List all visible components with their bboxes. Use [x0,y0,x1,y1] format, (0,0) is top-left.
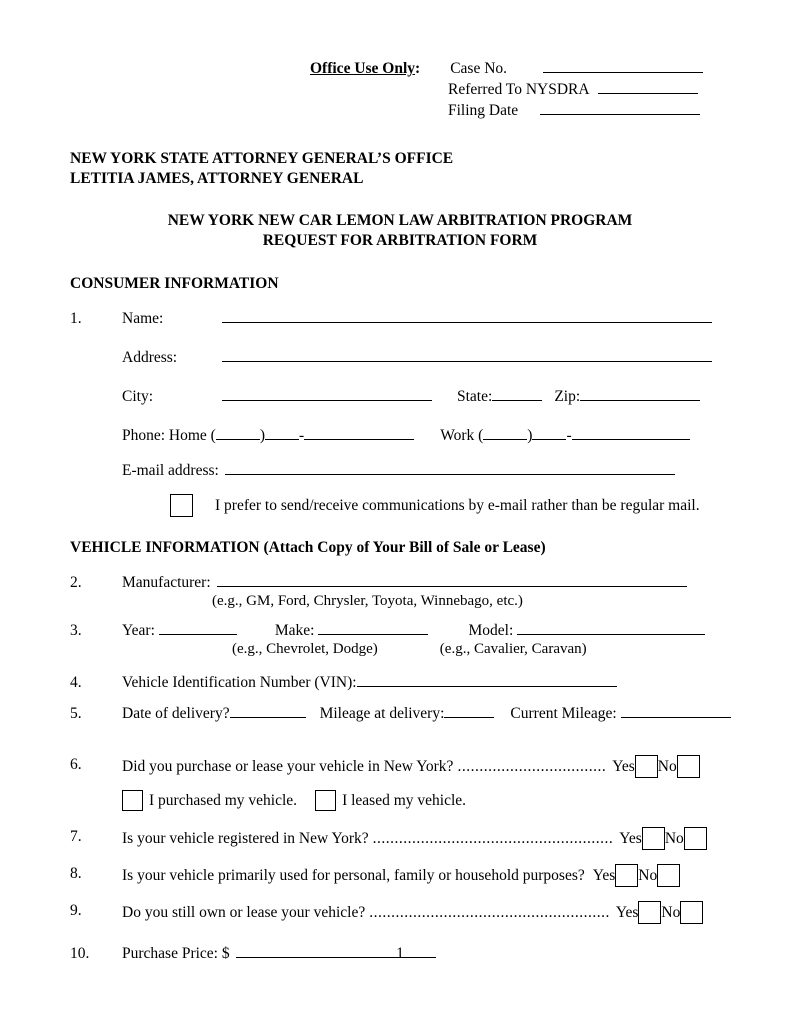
phone-home-label: Phone: Home ( [122,427,216,444]
filing-date-field[interactable] [540,101,700,115]
q7-no-label: No [664,830,684,847]
q6-question-text: Did you purchase or lease your vehicle in New York? [122,758,454,775]
phone-home-area-field[interactable] [216,426,260,440]
address-row [122,348,730,367]
vin-label: Vehicle Identification Number (VIN): [122,674,357,691]
purchase-price-label: Purchase Price: $ [122,945,230,962]
q9-yes-label: Yes [615,904,639,921]
question-1-number: 1. [70,310,82,327]
question-6 [70,755,730,811]
q6-dot-leader: .................................. [457,758,607,775]
question-3-number: 3. [70,622,82,639]
address-label: Address: [122,349,178,366]
office-use-only-label: Office Use Only [310,60,416,77]
question-2-number: 2. [70,574,82,591]
q6-text-row [122,755,730,778]
current-mileage-field[interactable] [621,704,731,718]
manufacturer-label: Manufacturer: [122,574,211,591]
email-row [122,461,730,480]
zip-label: Zip: [554,388,581,405]
make-field[interactable] [318,621,428,635]
case-no-field[interactable] [543,59,703,73]
vin-field[interactable] [357,673,617,687]
q9-yes-checkbox[interactable] [638,901,661,924]
city-label: City: [122,388,154,405]
q6-no-checkbox[interactable] [677,755,700,778]
prefer-email-checkbox[interactable] [170,494,193,517]
model-hint: (e.g., Cavalier, Caravan) [439,641,587,657]
q8-no-group [638,864,680,887]
q6-no-group [658,755,700,778]
prefer-email-label: I prefer to send/receive communications by e-mail rather than be regular mail. [215,497,700,514]
office-use-row-referred-to [310,79,730,100]
office-use-row-case-no [310,58,730,79]
q8-text-row [122,864,730,887]
program-line-2: REQUEST FOR ARBITRATION FORM [262,232,538,249]
question-9-number: 9. [70,902,82,919]
year-label: Year: [122,622,155,639]
make-model-hints [122,640,730,659]
program-title [70,211,730,251]
phone-home-dash: - [299,427,305,444]
phone-home-paren: ) [259,427,266,444]
address-field[interactable] [222,348,712,362]
q6-purchased-label: I purchased my vehicle. [149,792,298,809]
question-8-body [122,864,730,887]
section-consumer-information: CONSUMER INFORMATION [70,275,279,292]
question-5-number: 5. [70,705,82,722]
q6-purchased-checkbox[interactable] [122,790,143,811]
referred-to-nysdra-field[interactable] [598,80,698,94]
zip-field[interactable] [580,387,700,401]
question-6-body [122,755,730,811]
q8-no-checkbox[interactable] [657,864,680,887]
phone-work-prefix-field[interactable] [532,426,566,440]
q9-question-text: Do you still own or lease your vehicle? [122,904,366,921]
case-no-label: Case No. [450,60,508,77]
name-field[interactable] [222,309,712,323]
q9-no-group [661,901,703,924]
section-vehicle-information: VEHICLE INFORMATION (Attach Copy of Your Bill of Sale or Lease) [70,539,546,556]
q6-no-label: No [657,758,677,775]
question-7-body [122,827,730,850]
question-5-body [122,704,731,723]
question-2-body [122,573,730,611]
filing-date-label: Filing Date [448,102,519,119]
question-1 [70,309,730,517]
phone-work-dash: - [566,427,572,444]
q8-yes-checkbox[interactable] [615,864,638,887]
q7-yes-group [619,827,665,850]
q7-yes-checkbox[interactable] [642,827,665,850]
question-9 [70,901,730,924]
q9-dot-leader: ....................................................... [369,904,610,921]
question-2 [70,573,730,611]
page-number: 1 [396,945,404,962]
q7-dot-leader: ....................................................... [372,830,614,847]
date-of-delivery-field[interactable] [230,704,306,718]
phone-home-line-field[interactable] [304,426,414,440]
q6-yes-group [612,755,658,778]
vin-row [122,673,730,692]
email-field[interactable] [225,461,675,475]
question-1-body [122,309,730,517]
q6-leased-checkbox[interactable] [315,790,336,811]
agency-heading [70,149,730,189]
city-field[interactable] [222,387,432,401]
q7-text-row [122,827,730,850]
q9-yes-group [616,901,662,924]
question-7-number: 7. [70,828,82,845]
q6-yes-label: Yes [612,758,635,775]
office-use-only-block [310,58,730,121]
phone-work-area-field[interactable] [483,426,527,440]
q6-yes-checkbox[interactable] [635,755,658,778]
name-row [122,309,730,328]
program-line-1: NEW YORK NEW CAR LEMON LAW ARBITRATION PROGRAM [167,212,633,229]
question-5 [70,704,730,723]
model-field[interactable] [517,621,705,635]
question-6-number: 6. [70,756,82,773]
referred-to-nysdra-label: Referred To NYSDRA [448,81,590,98]
agency-line-1: NEW YORK STATE ATTORNEY GENERAL’S OFFICE [70,150,454,167]
question-9-body [122,901,730,924]
question-4 [70,673,730,692]
model-label: Model: [468,622,514,639]
q9-no-checkbox[interactable] [680,901,703,924]
phone-work-paren: ) [527,427,533,444]
phone-work-line-field[interactable] [572,426,690,440]
question-3-body [122,621,730,659]
q8-question-text: Is your vehicle primarily used for personal, family or household purposes? [122,867,585,884]
q8-yes-label: Yes [592,867,616,884]
state-field[interactable] [492,387,542,401]
question-10-number: 10. [70,945,90,962]
manufacturer-hint: (e.g., GM, Ford, Chrysler, Toyota, Winnebago, etc.) [212,593,523,609]
q6-leased-label: I leased my vehicle. [342,792,467,809]
year-make-model-row [122,621,730,640]
q9-text-row [122,901,730,924]
form-sheet [70,58,730,963]
year-field[interactable] [159,621,237,635]
make-hint: (e.g., Chevrolet, Dodge) [232,641,378,657]
q6-purchase-lease-row [122,790,730,811]
question-8 [70,864,730,887]
phone-home-prefix-field[interactable] [265,426,299,440]
phone-work-label: Work ( [440,427,484,444]
q7-yes-label: Yes [619,830,642,847]
manufacturer-row [122,573,730,592]
q7-no-checkbox[interactable] [684,827,707,850]
state-label: State: [457,388,493,405]
prefer-email-row [122,494,730,517]
phone-row [122,426,730,445]
q9-no-label: No [661,904,681,921]
agency-line-2: LETITIA JAMES, ATTORNEY GENERAL [70,170,364,187]
office-use-row-filing-date [310,100,730,121]
question-4-body [122,673,730,692]
name-label: Name: [122,310,164,327]
question-8-number: 8. [70,865,82,882]
question-3 [70,621,730,659]
make-label: Make: [274,622,315,639]
q8-yes-group [593,864,639,887]
q7-no-group [665,827,707,850]
q8-no-label: No [638,867,658,884]
email-label: E-mail address: [122,462,219,479]
mileage-at-delivery-label: Mileage at delivery: [319,705,445,722]
city-state-zip-row [122,387,730,406]
current-mileage-label: Current Mileage: [510,705,617,722]
date-of-delivery-label: Date of delivery? [122,705,230,722]
delivery-mileage-row [122,704,731,723]
office-use-only-colon: : [415,60,421,77]
mileage-at-delivery-field[interactable] [444,704,494,718]
question-7 [70,827,730,850]
question-4-number: 4. [70,674,82,691]
q7-question-text: Is your vehicle registered in New York? [122,830,369,847]
manufacturer-field[interactable] [217,573,687,587]
